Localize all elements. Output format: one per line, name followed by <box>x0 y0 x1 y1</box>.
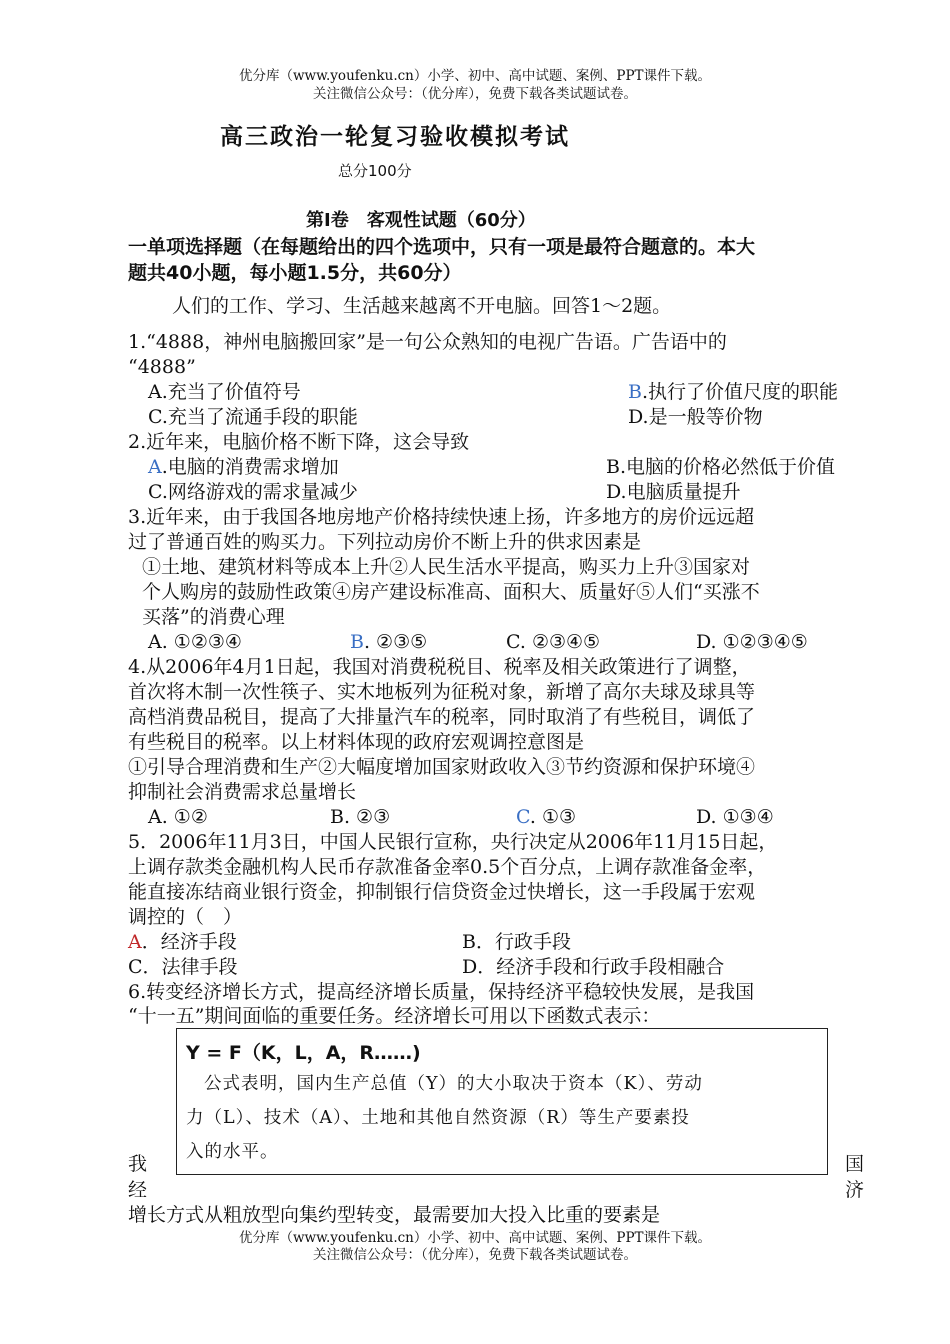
exam-title: 高三政治一轮复习验收模拟考试 <box>220 123 570 150</box>
formula-desc-line-1: 公式表明，国内生产总值（Y）的大小取决于资本（K）、劳动 <box>204 1074 703 1094</box>
q3-line-3: ①土地、建筑材料等成本上升②人民生活水平提高，购买力上升③国家对 <box>142 556 751 578</box>
footer-line-1: 优分库（www.youfenku.cn）小学、初中、高中试题、案例、PPT课件下载。 <box>238 1230 712 1246</box>
q2-option-a-letter: A <box>148 456 162 478</box>
q4-option-c-text: . ①③ <box>529 806 577 828</box>
q5-option-c: C．法律手段 <box>128 956 238 978</box>
section-title: 第Ⅰ卷 客观性试题（60分） <box>306 210 536 231</box>
q1-option-b-letter: B <box>628 381 642 403</box>
q3-option-c: C. ②③④⑤ <box>506 631 601 653</box>
q4-line-3: 高档消费品税目，提高了大排量汽车的税率，同时取消了有些税目，调低了 <box>128 706 756 728</box>
q5-option-a-text: ．经济手段 <box>141 931 237 953</box>
q6-wrap-right-1: 国 <box>845 1153 865 1175</box>
formula-desc-line-3: 入的水平。 <box>186 1142 279 1162</box>
q2-option-a-text: .电脑的消费需求增加 <box>161 456 339 478</box>
q4-option-b: B. ②③ <box>330 806 391 828</box>
q4-line-5: ①引导合理消费和生产②大幅度增加国家财政收入③节约资源和保护环境④ <box>128 756 756 778</box>
q5-option-a <box>128 930 237 955</box>
q3-option-d: D. ①②③④⑤ <box>696 631 808 653</box>
q4-option-a: A. ①② <box>148 806 208 828</box>
q2-option-c: C.网络游戏的需求量减少 <box>148 481 358 503</box>
q3-option-a: A. ①②③④ <box>148 631 242 653</box>
q5-line-2: 上调存款类金融机构人民币存款准备金率0.5个百分点，上调存款准备金率， <box>128 856 767 878</box>
q3-option-b-letter: B <box>350 631 364 653</box>
q2-option-a <box>148 455 339 480</box>
q4-line-2: 首次将木制一次性筷子、实木地板列为征税对象，新增了高尔夫球及球具等 <box>128 681 756 703</box>
q4-line-6: 抑制社会消费需求总量增长 <box>128 781 357 803</box>
q1-option-c: C.充当了流通手段的职能 <box>148 406 358 428</box>
q3-line-5: 买落”的消费心理 <box>142 606 285 628</box>
q1-line-2: “4888” <box>128 356 196 378</box>
instruction-line-1: 一单项选择题（在每题给出的四个选项中，只有一项是最符合题意的。本大 <box>128 236 756 258</box>
q5-line-4: 调控的（ ） <box>128 906 243 928</box>
q5-line-1: 5．2006年11月3日，中国人民银行宣称，央行决定从2006年11月15日起， <box>128 831 778 853</box>
q1-line-1: 1.“4888，神州电脑搬回家”是一句公众熟知的电视广告语。广告语中的 <box>128 331 727 353</box>
instruction-line-2: 题共40小题，每小题1.5分，共60分） <box>128 262 462 284</box>
q5-option-a-letter: A <box>128 931 142 953</box>
q6-line-last: 增长方式从粗放型向集约型转变，最需要加大投入比重的要素是 <box>128 1204 661 1226</box>
q6-wrap-left-2: 经 <box>128 1179 148 1201</box>
q2-line-1: 2.近年来，电脑价格不断下降，这会导致 <box>128 431 470 453</box>
q4-option-c-letter: C <box>516 806 530 828</box>
q1-option-a: A.充当了价值符号 <box>148 381 301 403</box>
q5-option-b: B．行政手段 <box>462 931 571 953</box>
q6-wrap-left-1: 我 <box>128 1153 148 1175</box>
q4-line-1: 4.从2006年4月1日起，我国对消费税税目、税率及相关政策进行了调整， <box>128 656 751 678</box>
q1-option-b-text: .执行了价值尺度的职能 <box>641 381 839 403</box>
q1-option-b <box>628 380 838 405</box>
intro-text: 人们的工作、学习、生活越来越离不开电脑。回答1～2题。 <box>172 295 672 317</box>
q4-line-4: 有些税目的税率。以上材料体现的政府宏观调控意图是 <box>128 731 585 753</box>
q6-wrap-right-2: 济 <box>845 1179 865 1201</box>
q5-option-d: D．经济手段和行政手段相融合 <box>462 956 725 978</box>
formula-desc-line-2: 力（L）、技术（A）、土地和其他自然资源（R）等生产要素投 <box>186 1108 690 1128</box>
q3-line-2: 过了普通百姓的购买力。下列拉动房价不断上升的供求因素是 <box>128 531 642 553</box>
q5-line-3: 能直接冻结商业银行资金，抑制银行信贷资金过快增长，这一手段属于宏观 <box>128 881 756 903</box>
q2-option-b: B.电脑的价格必然低于价值 <box>606 456 836 478</box>
q2-option-d: D.电脑质量提升 <box>606 481 741 503</box>
header-line-2: 关注微信公众号：（优分库），免费下载各类试题试卷。 <box>313 86 637 102</box>
q3-line-1: 3.近年来，由于我国各地房地产价格持续快速上扬，许多地方的房价远远超 <box>128 506 755 528</box>
header-line-1: 优分库（www.youfenku.cn）小学、初中、高中试题、案例、PPT课件下载。 <box>238 68 712 84</box>
exam-total: 总分100分 <box>338 162 412 180</box>
q4-option-c <box>516 805 576 830</box>
formula: Y = F（K，L，A，R……) <box>186 1042 421 1064</box>
q3-option-b <box>350 630 427 655</box>
q1-option-d: D.是一般等价物 <box>628 406 763 428</box>
q3-line-4: 个人购房的鼓励性政策④房产建设标准高、面积大、质量好⑤人们“买涨不 <box>142 581 760 603</box>
q6-line-1: 6.转变经济增长方式，提高经济增长质量，保持经济平稳较快发展，是我国 <box>128 981 755 1003</box>
q6-line-2: “十一五”期间面临的重要任务。经济增长可用以下函数式表示： <box>128 1005 661 1027</box>
footer-line-2: 关注微信公众号：（优分库），免费下载各类试题试卷。 <box>313 1247 637 1263</box>
q3-option-b-text: . ②③⑤ <box>363 631 428 653</box>
q4-option-d: D. ①③④ <box>696 806 774 828</box>
